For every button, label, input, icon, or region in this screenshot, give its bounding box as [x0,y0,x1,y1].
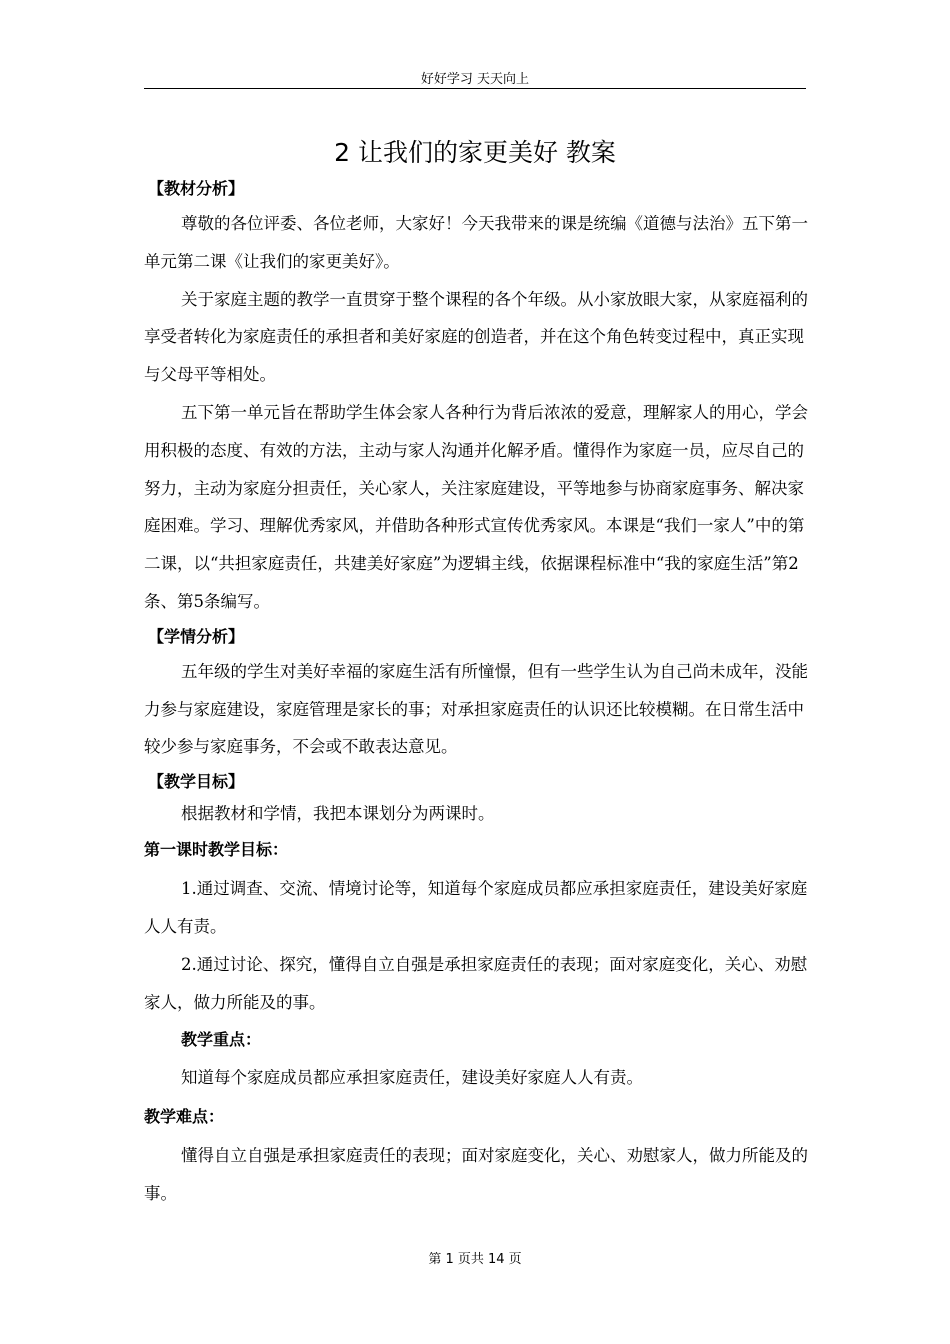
document-body [144,173,808,1213]
page-number: 第 1 页共 14 页 [428,1252,522,1267]
goal-item: 1.通过调查、交流、情境讨论等，知道每个家庭成员都应承担家庭责任，建设美好家庭人人有责。 [144,879,808,936]
section-heading-teaching-goals: 【教学目标】 [148,772,245,792]
paragraph: 根据教材和学情，我把本课划分为两课时。 [181,804,495,824]
lesson1-goals-heading: 第一课时教学目标： [144,840,289,860]
section-heading-student-analysis: 【学情分析】 [148,626,245,646]
section-heading-material-analysis: 【教材分析】 [148,179,245,198]
document-title: 2 让我们的家更美好 教案 [334,138,616,167]
paragraph: 五年级的学生对美好幸福的家庭生活有所憧憬，但有一些学生认为自己尚未成年，没能力参与家庭建设，家庭管理是家长的事；对承担家庭责任的认识还比较模糊。在日常生活中较少参与家庭事务，不会或不敢表达意见。 [144,661,808,757]
key-points-heading: 教学重点： [181,1030,262,1050]
paragraph: 懂得自立自强是承担家庭责任的表现；面对家庭变化，关心、劝慰家人，做力所能及的事。 [144,1146,808,1203]
paragraph: 尊敬的各位评委、各位老师，大家好！今天我带来的课是统编《道德与法治》五下第一单元第二课《让我们的家更美好》。 [144,214,808,271]
goal-item: 2.通过讨论、探究，懂得自立自强是承担家庭责任的表现；面对家庭变化，关心、劝慰家人，做力所能及的事。 [144,954,808,1012]
difficulty-heading: 教学难点： [144,1107,225,1127]
paragraph: 关于家庭主题的教学一直贯穿于整个课程的各个年级。从小家放眼大家，从家庭福利的享受者转化为家庭责任的承担者和美好家庭的创造者，并在这个角色转变过程中，真正实现与父母平等相处。 [144,289,808,385]
header-divider [144,88,806,89]
paragraph: 知道每个家庭成员都应承担家庭责任，建设美好家庭人人有责。 [181,1068,643,1088]
paragraph: 五下第一单元旨在帮助学生体会家人各种行为背后浓浓的爱意，理解家人的用心，学会用积极的态度、有效的方法，主动与家人沟通并化解矛盾。懂得作为家庭一员，应尽自己的努力，主动为家庭分担责任，关心家人，关注家庭建设，平等地参与协商家庭事务、解决家庭困难。学习、理解优秀家风，并借助各种形式宣传优秀家风。本课是“我们一家人”中的第二课，以“共担家庭责任，共建美好家庭”为逻辑主线，依据课程标准中“我的家庭生活”第2条、第5条编写。 [144,402,808,611]
page-header: 好好学习 天天向上 [420,72,530,87]
